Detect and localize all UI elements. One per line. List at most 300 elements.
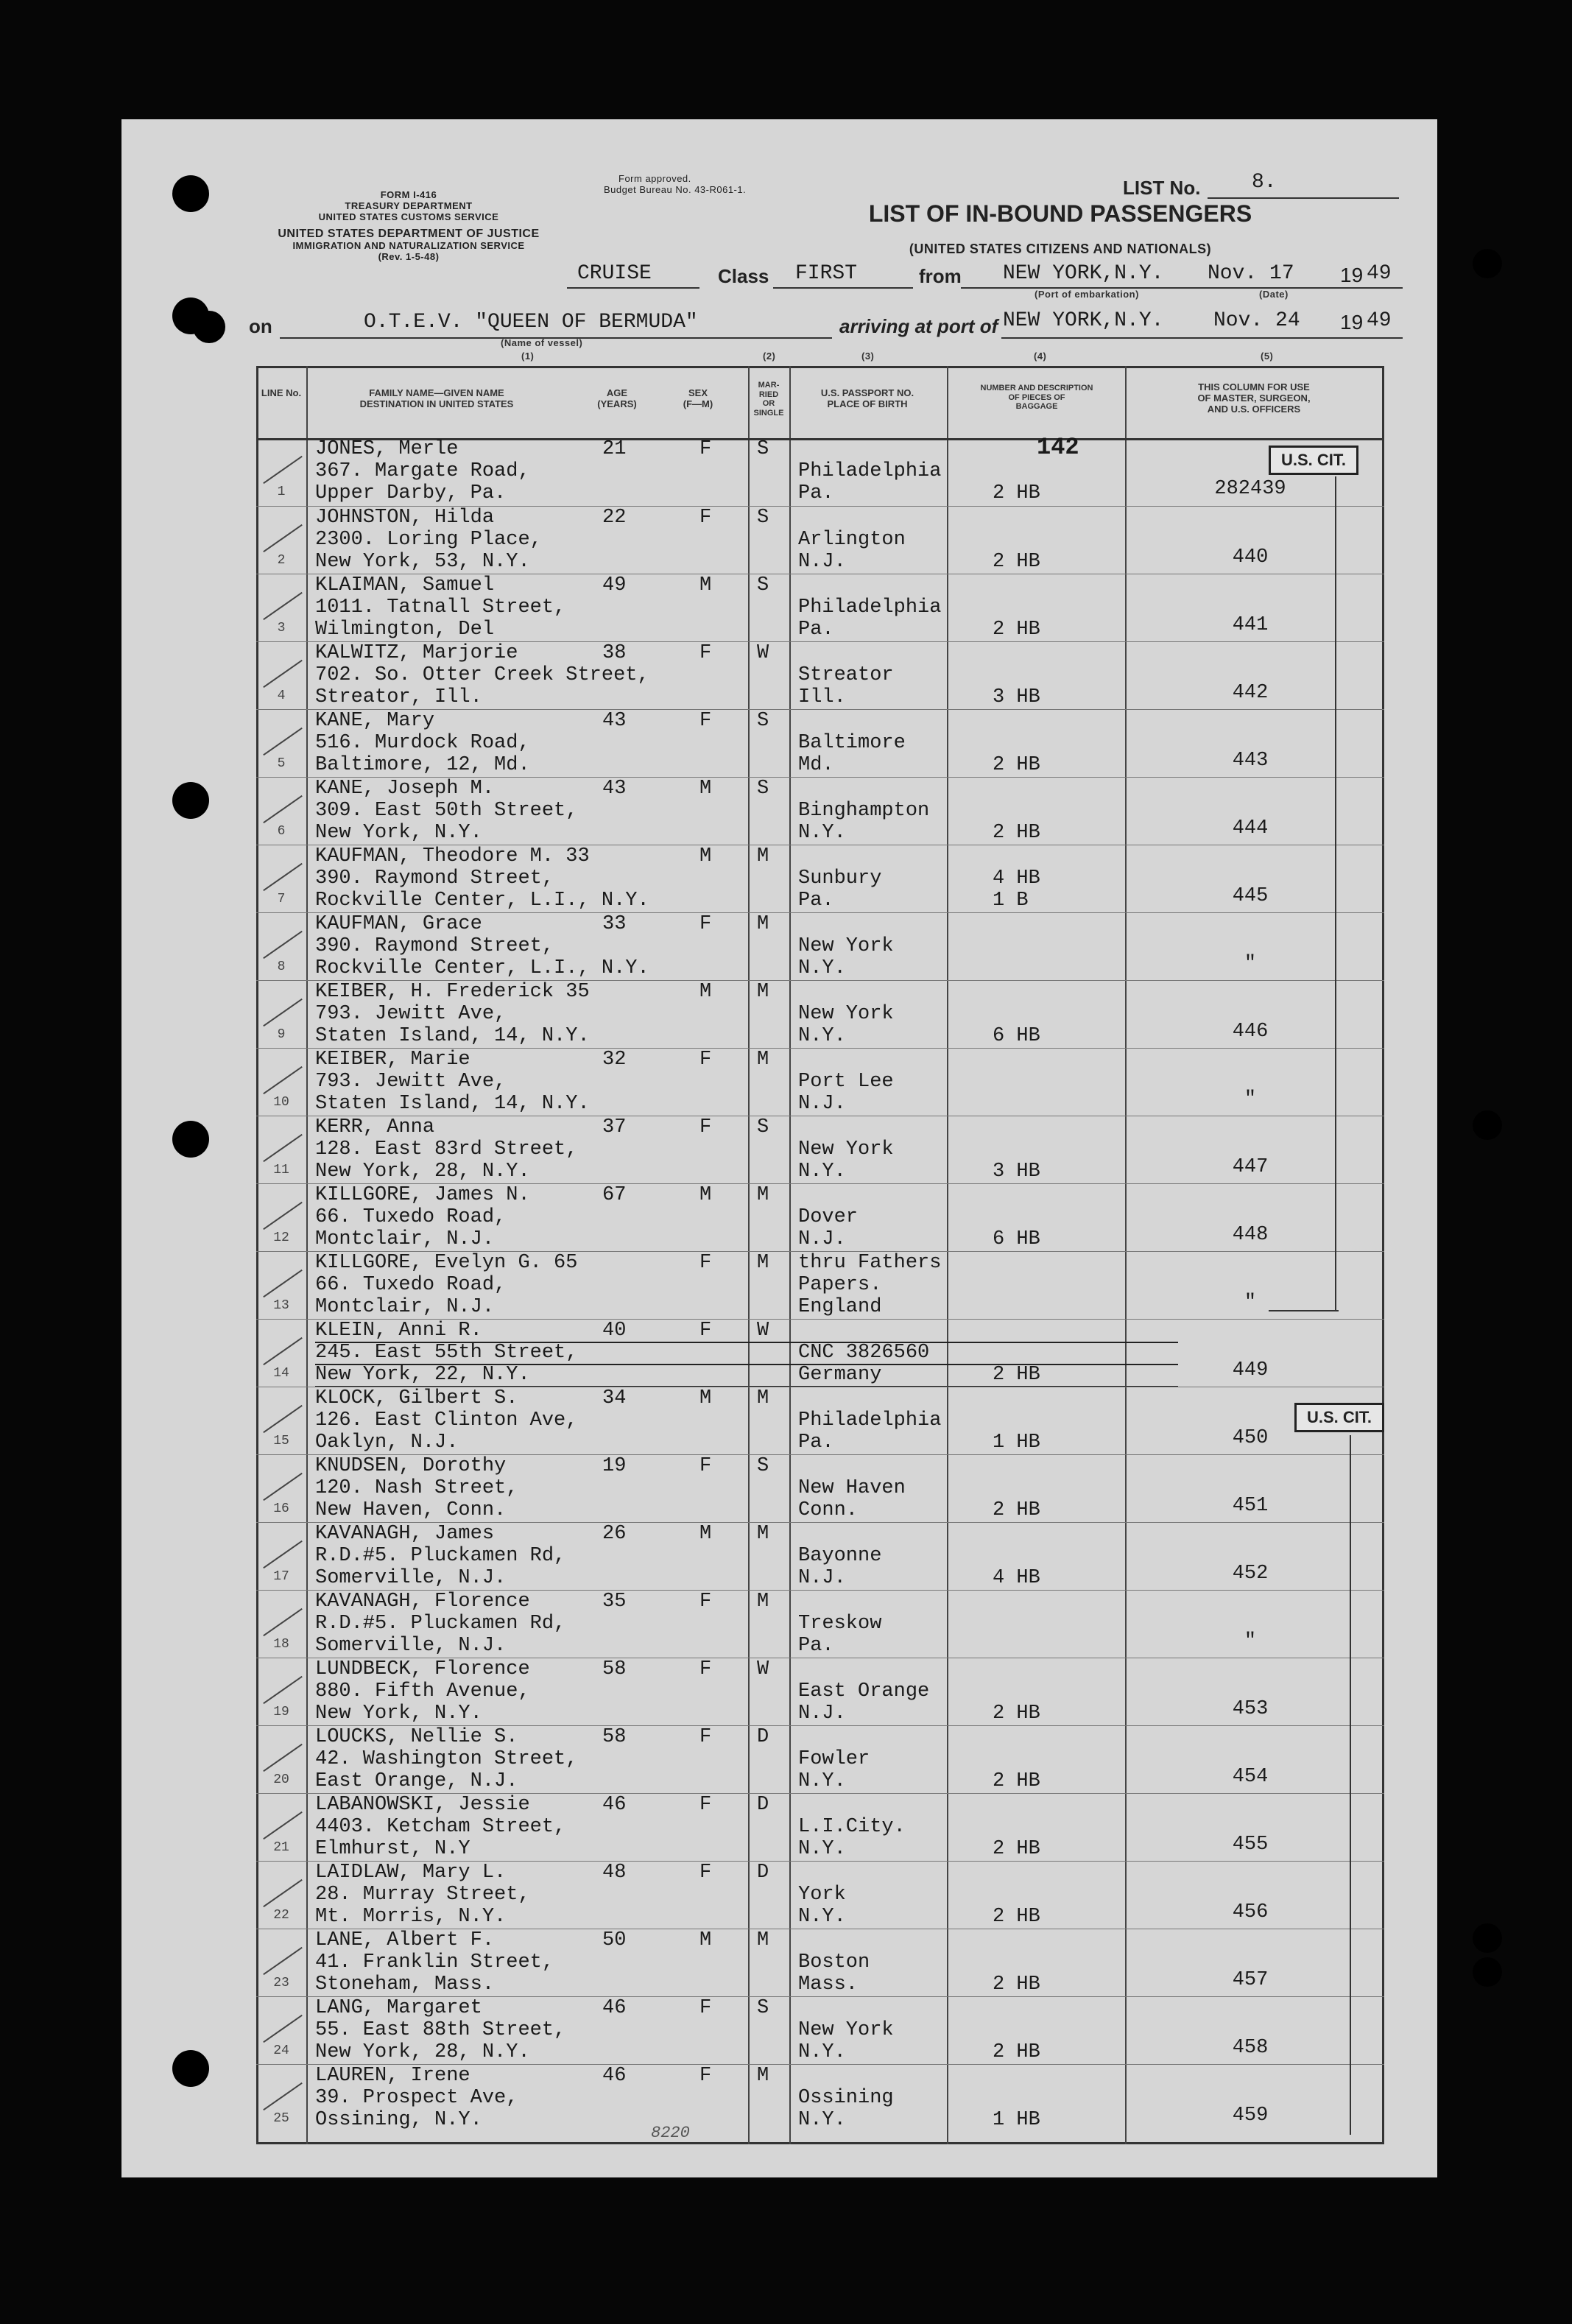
birth-place-2: N.Y.	[798, 1838, 846, 1860]
officer-number: 459	[1232, 2105, 1269, 2127]
age: 33	[602, 913, 627, 935]
birth-place-1: Fowler	[798, 1748, 870, 1770]
line-number: 21	[273, 1840, 289, 1855]
sex: F	[699, 1455, 712, 1477]
revision: (Rev. 1-5-48)	[378, 251, 440, 263]
marital-status: S	[757, 438, 769, 460]
col-married: MAR- RIED OR SINGLE	[753, 381, 784, 418]
birth-place-2: N.J.	[798, 551, 846, 573]
us-cit-stamp: U.S. CIT.	[1269, 446, 1358, 475]
table-row	[256, 1387, 1384, 1455]
form-number: FORM I-416	[380, 189, 437, 200]
passenger-name: JOHNSTON, Hilda	[315, 507, 495, 529]
baggage: 3 HB	[993, 686, 1040, 708]
passenger-name: LANG, Margaret	[315, 1997, 482, 2019]
marital-status: D	[757, 1794, 769, 1816]
age: 34	[602, 1387, 627, 1409]
line-number: 20	[273, 1772, 289, 1787]
check-mark	[263, 863, 303, 891]
line-number: 22	[273, 1908, 289, 1923]
line-number: 7	[277, 892, 286, 906]
footer-scrawl: 8220	[651, 2124, 690, 2142]
approval-block	[604, 174, 839, 196]
line-number: 11	[273, 1163, 289, 1177]
check-mark	[263, 2015, 303, 2043]
address-line-1: 28. Murray Street,	[315, 1884, 530, 1906]
check-mark	[263, 1270, 303, 1297]
birth-place-3: England	[798, 1296, 882, 1318]
binder-hole	[172, 782, 209, 819]
passenger-name: KEIBER, Marie	[315, 1049, 470, 1071]
address-line-2: Somerville, N.J.	[315, 1635, 507, 1657]
address-line-2: Rockville Center, L.I., N.Y.	[315, 890, 649, 912]
address-line-2: New York, N.Y.	[315, 822, 482, 844]
sex: M	[699, 1929, 712, 1951]
baggage: 2 HB	[993, 1906, 1040, 1928]
baggage: 2 HB	[993, 551, 1040, 573]
arrival-year: 49	[1367, 309, 1392, 332]
officer-number: 442	[1232, 682, 1269, 704]
binder-hole	[193, 311, 225, 343]
sex: M	[699, 981, 712, 1003]
address-line-1: 793. Jewitt Ave,	[315, 1003, 507, 1025]
age: 46	[602, 1794, 627, 1816]
col-baggage: NUMBER AND DESCRIPTION OF PIECES OF BAGGAGE	[980, 384, 1093, 412]
address-line-2: New York, 22, N.Y.	[315, 1364, 530, 1386]
passenger-name: KALWITZ, Marjorie	[315, 642, 518, 664]
sex: F	[699, 1252, 712, 1274]
passenger-ledger	[256, 366, 1384, 2144]
birth-place-1: Bayonne	[798, 1545, 882, 1567]
officer-number: 452	[1232, 1563, 1269, 1585]
class-value: FIRST	[795, 262, 858, 285]
marital-status: M	[757, 981, 769, 1003]
col-number-4: (4)	[1034, 351, 1047, 362]
passenger-name: LAUREN, Irene	[315, 2065, 470, 2087]
address-line-1: 390. Raymond Street,	[315, 935, 554, 957]
binder-hole	[1473, 1110, 1502, 1140]
col-number-3: (3)	[861, 351, 875, 362]
birth-place-2: N.J.	[798, 1228, 846, 1250]
birth-place-2: N.Y.	[798, 2109, 846, 2131]
birth-place-2: Mass.	[798, 1973, 859, 1996]
age: 50	[602, 1929, 627, 1951]
line-number: 2	[277, 553, 286, 568]
line-number: 17	[273, 1569, 289, 1584]
officer-number: 454	[1232, 1766, 1269, 1788]
birth-place-1: Philadelphia	[798, 596, 942, 619]
baggage: 2 HB	[993, 2041, 1040, 2063]
table-row	[256, 709, 1384, 778]
address-line-2: Rockville Center, L.I., N.Y.	[315, 957, 649, 979]
check-mark	[263, 592, 303, 620]
birth-place-1: New York	[798, 1138, 894, 1161]
officer-number: 440	[1232, 546, 1269, 568]
check-mark	[263, 1676, 303, 1704]
address-line-1: 793. Jewitt Ave,	[315, 1071, 507, 1093]
baggage: 3 HB	[993, 1161, 1040, 1183]
officer-number: 441	[1232, 614, 1269, 636]
address-line-1: 390. Raymond Street,	[315, 867, 554, 890]
check-mark	[263, 1405, 303, 1433]
customs-service: UNITED STATES CUSTOMS SERVICE	[318, 211, 499, 222]
birth-place-2: Pa.	[798, 1635, 834, 1657]
marital-status: S	[757, 574, 769, 596]
baggage: 1 HB	[993, 1432, 1040, 1454]
address-line-1: 2300. Loring Place,	[315, 529, 542, 551]
marital-status: S	[757, 1997, 769, 2019]
age: 58	[602, 1726, 627, 1748]
check-mark	[263, 1473, 303, 1501]
baggage: 2 HB	[993, 1838, 1040, 1860]
birth-place-2: Germany	[798, 1364, 882, 1386]
marital-status: W	[757, 642, 769, 664]
page-subtitle: (UNITED STATES CITIZENS AND NATIONALS)	[909, 242, 1212, 256]
address-line-1: 66. Tuxedo Road,	[315, 1206, 507, 1228]
passenger-name: LABANOWSKI, Jessie	[315, 1794, 530, 1816]
col-number-2: (2)	[763, 351, 776, 362]
address-line-1: 4403. Ketcham Street,	[315, 1816, 566, 1838]
check-mark	[263, 456, 303, 484]
officer-number: 451	[1232, 1495, 1269, 1517]
check-mark	[263, 999, 303, 1027]
sex: M	[699, 845, 712, 867]
officer-number: "	[1244, 1630, 1257, 1652]
table-row	[256, 777, 1384, 845]
vessel-note: (Name of vessel)	[501, 337, 583, 348]
address-line-2: Wilmington, Del	[315, 619, 495, 641]
sex: F	[699, 1726, 712, 1748]
birth-place-1: thru Fathers	[798, 1252, 942, 1274]
passenger-name: KEIBER, H. Frederick 35	[315, 981, 590, 1003]
table-row	[256, 912, 1384, 981]
passenger-name: KAVANAGH, Florence	[315, 1591, 530, 1613]
marital-status: S	[757, 710, 769, 732]
table-row	[256, 1116, 1384, 1184]
officer-number: 282439	[1214, 478, 1286, 500]
line-number: 19	[273, 1705, 289, 1719]
sex: F	[699, 1658, 712, 1680]
date-note: (Date)	[1259, 289, 1289, 300]
age: 35	[602, 1591, 627, 1613]
marital-status: D	[757, 1862, 769, 1884]
baggage: 2 HB	[993, 619, 1040, 641]
address-line-2: Stoneham, Mass.	[315, 1973, 495, 1996]
age: 49	[602, 574, 627, 596]
check-mark	[263, 1811, 303, 1839]
address-line-1: 245. East 55th Street,	[315, 1342, 578, 1364]
check-mark	[263, 524, 303, 552]
officer-number: 449	[1232, 1359, 1269, 1381]
birth-place-2: Pa.	[798, 619, 834, 641]
class-label: Class	[718, 265, 769, 287]
age: 67	[602, 1184, 627, 1206]
binder-hole	[1473, 1957, 1502, 1987]
address-line-1: R.D.#5. Pluckamen Rd,	[315, 1545, 566, 1567]
sex: M	[699, 1523, 712, 1545]
table-row	[256, 1183, 1384, 1252]
baggage: 2 HB	[993, 1702, 1040, 1725]
us-cit-stamp: U.S. CIT.	[1294, 1403, 1384, 1432]
baggage: 6 HB	[993, 1025, 1040, 1047]
table-row	[256, 1658, 1384, 1726]
birth-place-2: N.Y.	[798, 1906, 846, 1928]
birth-place-1: Port Lee	[798, 1071, 894, 1093]
baggage: 1 HB	[993, 2109, 1040, 2131]
passenger-name: KLAIMAN, Samuel	[315, 574, 495, 596]
budget-bureau: Budget Bureau No. 43-R061-1.	[604, 183, 747, 195]
marital-status: W	[757, 1320, 769, 1342]
sex: F	[699, 642, 712, 664]
address-line-1: 42. Washington Street,	[315, 1748, 578, 1770]
list-number-underline	[1208, 197, 1399, 199]
line-number: 13	[273, 1298, 289, 1313]
table-row	[256, 1793, 1384, 1862]
birth-place-2: N.J.	[798, 1093, 846, 1115]
address-line-1: 55. East 88th Street,	[315, 2019, 566, 2041]
address-line-1: 66. Tuxedo Road,	[315, 1274, 507, 1296]
birth-place-1: Boston	[798, 1951, 870, 1973]
table-row	[256, 1522, 1384, 1591]
class-underline	[773, 287, 913, 289]
birth-place-2: N.Y.	[798, 2041, 846, 2063]
address-line-2: Montclair, N.J.	[315, 1296, 495, 1318]
marital-status: S	[757, 1455, 769, 1477]
sex: M	[699, 778, 712, 800]
address-line-2: Staten Island, 14, N.Y.	[315, 1093, 590, 1115]
officer-number: "	[1244, 1292, 1257, 1314]
cruise-underline	[567, 287, 699, 289]
age: 38	[602, 642, 627, 664]
embarkation-note: (Port of embarkation)	[1035, 289, 1139, 300]
address-line-1: 367. Margate Road,	[315, 460, 530, 482]
table-row	[256, 641, 1384, 710]
birth-place-1: New Haven	[798, 1477, 906, 1499]
col-sex: SEX (F—M)	[683, 387, 713, 409]
line-number: 5	[277, 756, 286, 771]
arrival-date: Nov. 24	[1213, 309, 1300, 332]
col-number-1: (1)	[521, 351, 535, 362]
baggage: 2 HB	[993, 1770, 1040, 1792]
marital-status: M	[757, 1523, 769, 1545]
birth-place-1: Treskow	[798, 1613, 882, 1635]
cruise-label: CRUISE	[577, 262, 652, 285]
line-number: 24	[273, 2043, 289, 2058]
passenger-name: LUNDBECK, Florence	[315, 1658, 530, 1680]
baggage-extra: 1 B	[993, 890, 1029, 912]
binder-hole	[172, 1121, 209, 1158]
address-line-2: Baltimore, 12, Md.	[315, 754, 530, 776]
check-mark	[263, 931, 303, 959]
officer-number: 450	[1232, 1427, 1269, 1449]
passenger-name: KERR, Anna	[315, 1116, 435, 1138]
sex: M	[699, 1184, 712, 1206]
birth-place-2: Pa.	[798, 482, 834, 504]
officer-number: 444	[1232, 817, 1269, 839]
sex: F	[699, 710, 712, 732]
table-row	[256, 574, 1384, 642]
passenger-name: KLOCK, Gilbert S.	[315, 1387, 518, 1409]
address-line-1: 309. East 50th Street,	[315, 800, 578, 822]
birth-place-1: East Orange	[798, 1680, 930, 1702]
address-line-1: 39. Prospect Ave,	[315, 2087, 518, 2109]
officer-number: 445	[1232, 885, 1269, 907]
sex: F	[699, 1116, 712, 1138]
officer-number: 443	[1232, 750, 1269, 772]
treasury-dept: TREASURY DEPARTMENT	[345, 200, 473, 211]
birth-place-2: N.Y.	[798, 1161, 846, 1183]
table-row	[256, 438, 1384, 506]
line-number: 18	[273, 1637, 289, 1652]
check-mark	[263, 1608, 303, 1636]
marital-status: W	[757, 1658, 769, 1680]
check-mark	[263, 1337, 303, 1365]
baggage: 4 HB	[993, 867, 1040, 890]
sex: M	[699, 574, 712, 596]
vessel-name: O.T.E.V. "QUEEN OF BERMUDA"	[364, 311, 698, 334]
from-year-prefix: 19	[1340, 264, 1364, 286]
birth-place-1: Baltimore	[798, 732, 906, 754]
table-row	[256, 1048, 1384, 1116]
address-line-1: 1011. Tatnall Street,	[315, 596, 566, 619]
sex: F	[699, 913, 712, 935]
birth-place-2: Pa.	[798, 1432, 834, 1454]
age: 22	[602, 507, 627, 529]
line-number: 14	[273, 1366, 289, 1381]
marital-status: D	[757, 1726, 769, 1748]
baggage: 2 HB	[993, 1364, 1040, 1386]
address-line-2: Somerville, N.J.	[315, 1567, 507, 1589]
list-number: 8.	[1252, 171, 1277, 194]
passenger-name: LAIDLAW, Mary L.	[315, 1862, 507, 1884]
from-label: from	[919, 265, 962, 287]
birth-place-2: Papers.	[798, 1274, 882, 1296]
check-mark	[263, 1947, 303, 1975]
table-row	[256, 1454, 1384, 1523]
line-number: 15	[273, 1434, 289, 1448]
address-line-1: 41. Franklin Street,	[315, 1951, 554, 1973]
marital-status: M	[757, 1591, 769, 1613]
address-line-1: 128. East 83rd Street,	[315, 1138, 578, 1161]
certification-bracket	[1350, 1435, 1351, 2135]
strikethrough	[315, 1364, 1178, 1365]
birth-place-2: Conn.	[798, 1499, 859, 1521]
check-mark	[263, 1134, 303, 1162]
address-line-2: Oaklyn, N.J.	[315, 1432, 459, 1454]
age: 43	[602, 710, 627, 732]
col-line-no: LINE No.	[261, 387, 302, 398]
marital-status: M	[757, 2065, 769, 2087]
col-officers: THIS COLUMN FOR USE OF MASTER, SURGEON, AND U.S. OFFICERS	[1197, 381, 1311, 415]
birth-place-1: CNC 3826560	[798, 1342, 930, 1364]
birth-place-1: Philadelphia	[798, 460, 942, 482]
check-mark	[263, 2082, 303, 2110]
binder-hole	[1473, 249, 1502, 278]
line-number: 25	[273, 2111, 289, 2126]
birth-place-1: Ossining	[798, 2087, 894, 2109]
officer-number: 447	[1232, 1156, 1269, 1178]
age: 46	[602, 1997, 627, 2019]
passenger-name: KANE, Mary	[315, 710, 435, 732]
from-underline	[961, 287, 1403, 289]
birth-place-2: Ill.	[798, 686, 846, 708]
age: 58	[602, 1658, 627, 1680]
marital-status: M	[757, 1387, 769, 1409]
marital-status: S	[757, 778, 769, 800]
age: 48	[602, 1862, 627, 1884]
address-line-1: 516. Murdock Road,	[315, 732, 530, 754]
birth-place-2: N.Y.	[798, 1770, 846, 1792]
col-name: FAMILY NAME—GIVEN NAME DESTINATION IN UNITED STATES	[359, 387, 514, 409]
line-number: 4	[277, 689, 286, 703]
passenger-name: KILLGORE, Evelyn G. 65	[315, 1252, 578, 1274]
address-line-2: New York, 28, N.Y.	[315, 2041, 530, 2063]
marital-status: M	[757, 1049, 769, 1071]
from-port: NEW YORK,N.Y.	[1003, 262, 1164, 285]
passenger-name: KLEIN, Anni R.	[315, 1320, 482, 1342]
stamp-count: 142	[1037, 434, 1079, 461]
marital-status: S	[757, 507, 769, 529]
line-number: 6	[277, 824, 286, 839]
address-line-1: 702. So. Otter Creek Street,	[315, 664, 649, 686]
line-number: 9	[277, 1027, 286, 1042]
marital-status: M	[757, 913, 769, 935]
address-line-2: New York, 53, N.Y.	[315, 551, 530, 573]
strikethrough	[315, 1342, 1178, 1343]
col-passport: U.S. PASSPORT NO. PLACE OF BIRTH	[820, 387, 914, 409]
col-number-5: (5)	[1261, 351, 1274, 362]
address-line-2: New York, 28, N.Y.	[315, 1161, 530, 1183]
sex: F	[699, 2065, 712, 2087]
address-line-2: Elmhurst, N.Y	[315, 1838, 470, 1860]
officer-number: 458	[1232, 2037, 1269, 2059]
age: 19	[602, 1455, 627, 1477]
check-mark	[263, 660, 303, 688]
officer-number: 448	[1232, 1224, 1269, 1246]
certification-bracket	[1335, 476, 1336, 1310]
from-date: Nov. 17	[1208, 262, 1294, 285]
arrival-year-prefix: 19	[1340, 311, 1364, 334]
birth-place-1: Binghampton	[798, 800, 930, 822]
form-approved: Form approved.	[618, 173, 691, 184]
marital-status: M	[757, 1184, 769, 1206]
age: 40	[602, 1320, 627, 1342]
passenger-name: KAUFMAN, Grace	[315, 913, 482, 935]
officer-number: "	[1244, 1088, 1257, 1110]
officer-number: 446	[1232, 1021, 1269, 1043]
marital-status: M	[757, 1929, 769, 1951]
baggage: 2 HB	[993, 1499, 1040, 1521]
check-mark	[263, 1744, 303, 1772]
passenger-name: KNUDSEN, Dorothy	[315, 1455, 507, 1477]
line-number: 10	[273, 1095, 289, 1110]
age: 26	[602, 1523, 627, 1545]
address-line-1: R.D.#5. Pluckamen Rd,	[315, 1613, 566, 1635]
list-number-label: LIST No.	[1123, 177, 1201, 199]
arrive-underline	[1001, 337, 1403, 339]
birth-place-2: N.Y.	[798, 957, 846, 979]
birth-place-1: Sunbury	[798, 867, 882, 890]
birth-place-2: N.Y.	[798, 822, 846, 844]
address-line-2: New York, N.Y.	[315, 1702, 482, 1725]
sex: F	[699, 1997, 712, 2019]
table-row	[256, 1590, 1384, 1658]
sex: F	[699, 1049, 712, 1071]
sex: F	[699, 1862, 712, 1884]
marital-status: S	[757, 1116, 769, 1138]
address-line-2: Streator, Ill.	[315, 686, 482, 708]
birth-place-1: York	[798, 1884, 846, 1906]
